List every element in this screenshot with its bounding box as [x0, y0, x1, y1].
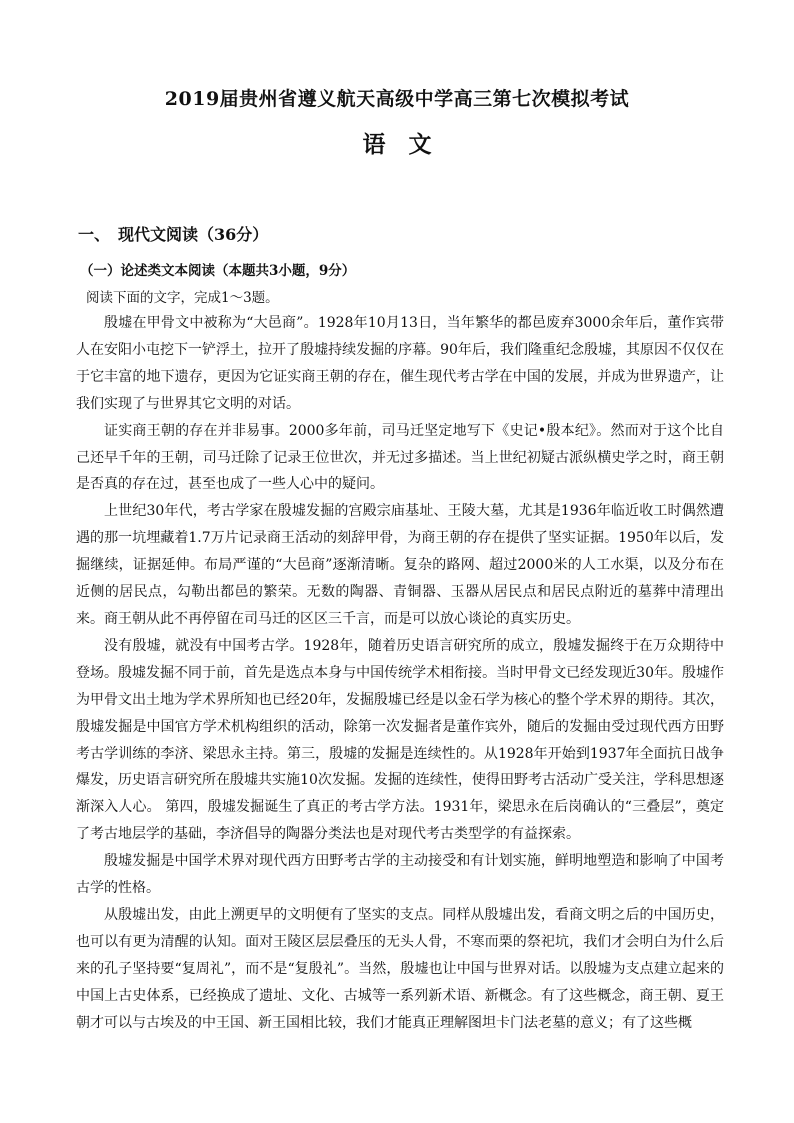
subject-title: 语 文 — [362, 131, 432, 158]
exam-title: 2019届贵州省遵义航天高级中学高三第七次模拟考试 — [164, 88, 630, 110]
passage-body — [76, 310, 724, 1036]
passage-paragraph-2: 证实商王朝的存在并非易事。2000多年前，司马迁坚定地写下《史记•殷本纪》。然而对于这个比自己还早千年的王朝，司马迁除了记录王位世次，并无过多描述。当上世纪初疑古派纵横史学之时，商王朝是否真的存在过，甚至也成了一些人心中的疑问。 — [76, 422, 724, 493]
subsection-heading: （一）论述类文本阅读（本题共3小题，9分） — [80, 263, 356, 279]
passage-paragraph-4: 没有殷墟，就没有中国考古学。1928年，随着历史语言研究所的成立，殷墟发掘终于在万众期待中登场。殷墟发掘不同于前，首先是选点本身与中国传统学术相衔接。当时甲骨文已经发现近30年。殷墟作为甲骨文出土地为学术界所知也已经20年，发掘殷墟已经是以金石学为核心的整个学术界的期待。其次，殷墟发掘是中国官方学术机构组织的活动，除第一次发掘者是董作宾外，随后的发掘由受过现代西方田野考古学训练的李济、梁思永主持。第三，殷墟的发掘是连续性的。从1928年开始到1937年全面抗日战争爆发，历史语言研究所在殷墟共实施10次发掘。发掘的连续性，使得田野考古活动广受关注，学科思想逐渐深入人心。 第四，殷墟发掘诞生了真正的考古学方法。1931年，梁思永在后岗确认的“三叠层”，奠定了考古地层学的基础，李济倡导的陶器分类法也是对现代考古类型学的有益探索。 — [76, 637, 724, 843]
section-heading: 一、 现代文阅读（36分） — [78, 225, 269, 244]
reading-instruction: 阅读下面的文字，完成1～3题。 — [86, 290, 279, 306]
passage-paragraph-1: 殷墟在甲骨文中被称为“大邑商”。1928年10月13日，当年繁华的都邑废弃3000余年后，董作宾带人在安阳小屯挖下一铲浮土，拉开了殷墟持续发掘的序幕。90年后，我们隆重纪念殷墟，其原因不仅仅在于它丰富的地下遗存，更因为它证实商王朝的存在，催生现代考古学在中国的发展，并成为世界遗产，让我们实现了与世界其它文明的对话。 — [76, 315, 724, 412]
passage-paragraph-6: 从殷墟出发，由此上溯更早的文明便有了坚实的支点。同样从殷墟出发，看商文明之后的中国历史，也可以有更为清醒的认知。面对王陵区层层叠压的无头人骨，不寒而栗的祭祀坑，我们才会明白为什么后来的孔子坚持要“复周礼”，而不是“复殷礼”。当然，殷墟也让中国与世界对话。以殷墟为支点建立起来的中国上古史体系，已经换成了遗址、文化、古城等一系列新术语、新概念。有了这些概念，商王朝、夏王朝才可以与古埃及的中王国、新王国相比较，我们才能真正理解图坦卡门法老墓的意义；有了这些概 — [76, 906, 724, 1031]
passage-paragraph-5: 殷墟发掘是中国学术界对现代西方田野考古学的主动接受和有计划实施，鲜明地塑造和影响了中国考古学的性格。 — [76, 853, 724, 897]
passage-paragraph-3: 上世纪30年代，考古学家在殷墟发掘的宫殿宗庙基址、王陵大墓，尤其是1936年临近收工时偶然遭遇的那一坑埋藏着1.7万片记录商王活动的刻辞甲骨，为商王朝的存在提供了坚实证据。1950年以后，发掘继续，证据延伸。布局严谨的“大邑商”逐渐清晰。复杂的路网、超过2000米的人工水渠，以及分布在近侧的居民点，勾勒出都邑的繁荣。无数的陶器、青铜器、玉器从居民点和居民点附近的墓葬中清理出来。商王朝从此不再停留在司马迁的区区三千言，而是可以放心谈论的真实历史。 — [76, 503, 724, 627]
